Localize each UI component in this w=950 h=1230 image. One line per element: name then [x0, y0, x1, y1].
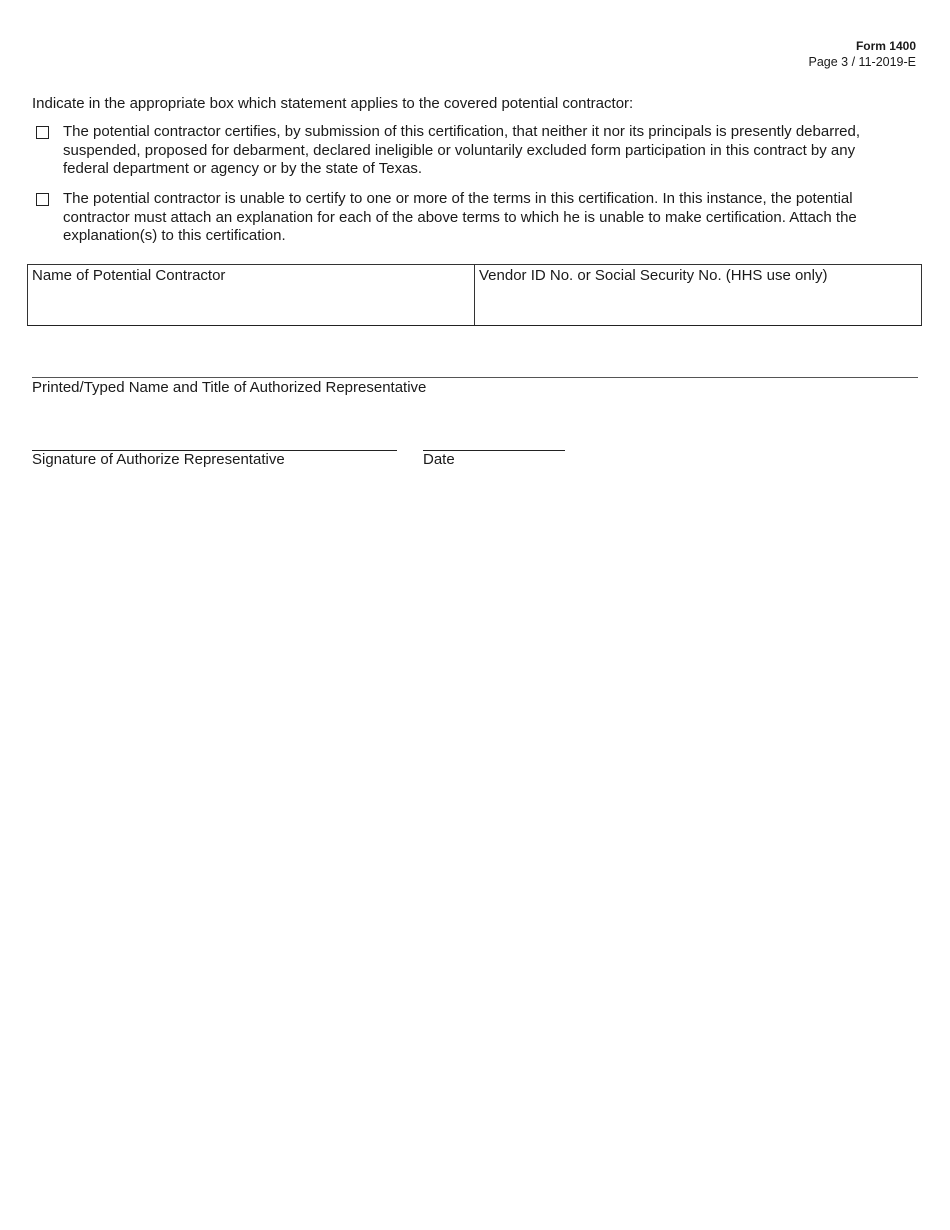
- vendor-id-field[interactable]: [475, 265, 921, 325]
- contractor-info-table: [27, 264, 922, 326]
- printed-name-label: Printed/Typed Name and Title of Authorized Representative: [32, 379, 427, 396]
- page-info: Page 3 / 11-2019-E: [808, 55, 916, 69]
- unable-to-certify-option-text: The potential contractor is unable to certify to one or more of the terms in this certification. In this instance, the potential contractor must attach an explanation for each of the above terms to which he is unable to make certification. Attach the explanation(s) to this certification.: [63, 190, 857, 244]
- unable-to-certify-checkbox[interactable]: [36, 193, 49, 206]
- form-header: [809, 38, 916, 70]
- contractor-name-field[interactable]: [28, 265, 475, 325]
- signature-label: Signature of Authorize Representative: [32, 451, 285, 468]
- vendor-id-label: Vendor ID No. or Social Security No. (HHS use only): [479, 267, 828, 284]
- certify-checkbox[interactable]: [36, 126, 49, 139]
- printed-name-field[interactable]: [32, 377, 918, 378]
- form-number: Form 1400: [855, 39, 916, 53]
- instruction-text: Indicate in the appropriate box which statement applies to the covered potential contractor:: [32, 95, 634, 112]
- certify-option-text: The potential contractor certifies, by submission of this certification, that neither it nor its principals is presently debarred, suspended, proposed for debarment, declared ineligible or voluntarily excluded form participation in this contract by any federal department or agency or by the state of Texas.: [63, 123, 861, 177]
- contractor-name-label: Name of Potential Contractor: [32, 267, 226, 284]
- date-label: Date: [423, 451, 455, 468]
